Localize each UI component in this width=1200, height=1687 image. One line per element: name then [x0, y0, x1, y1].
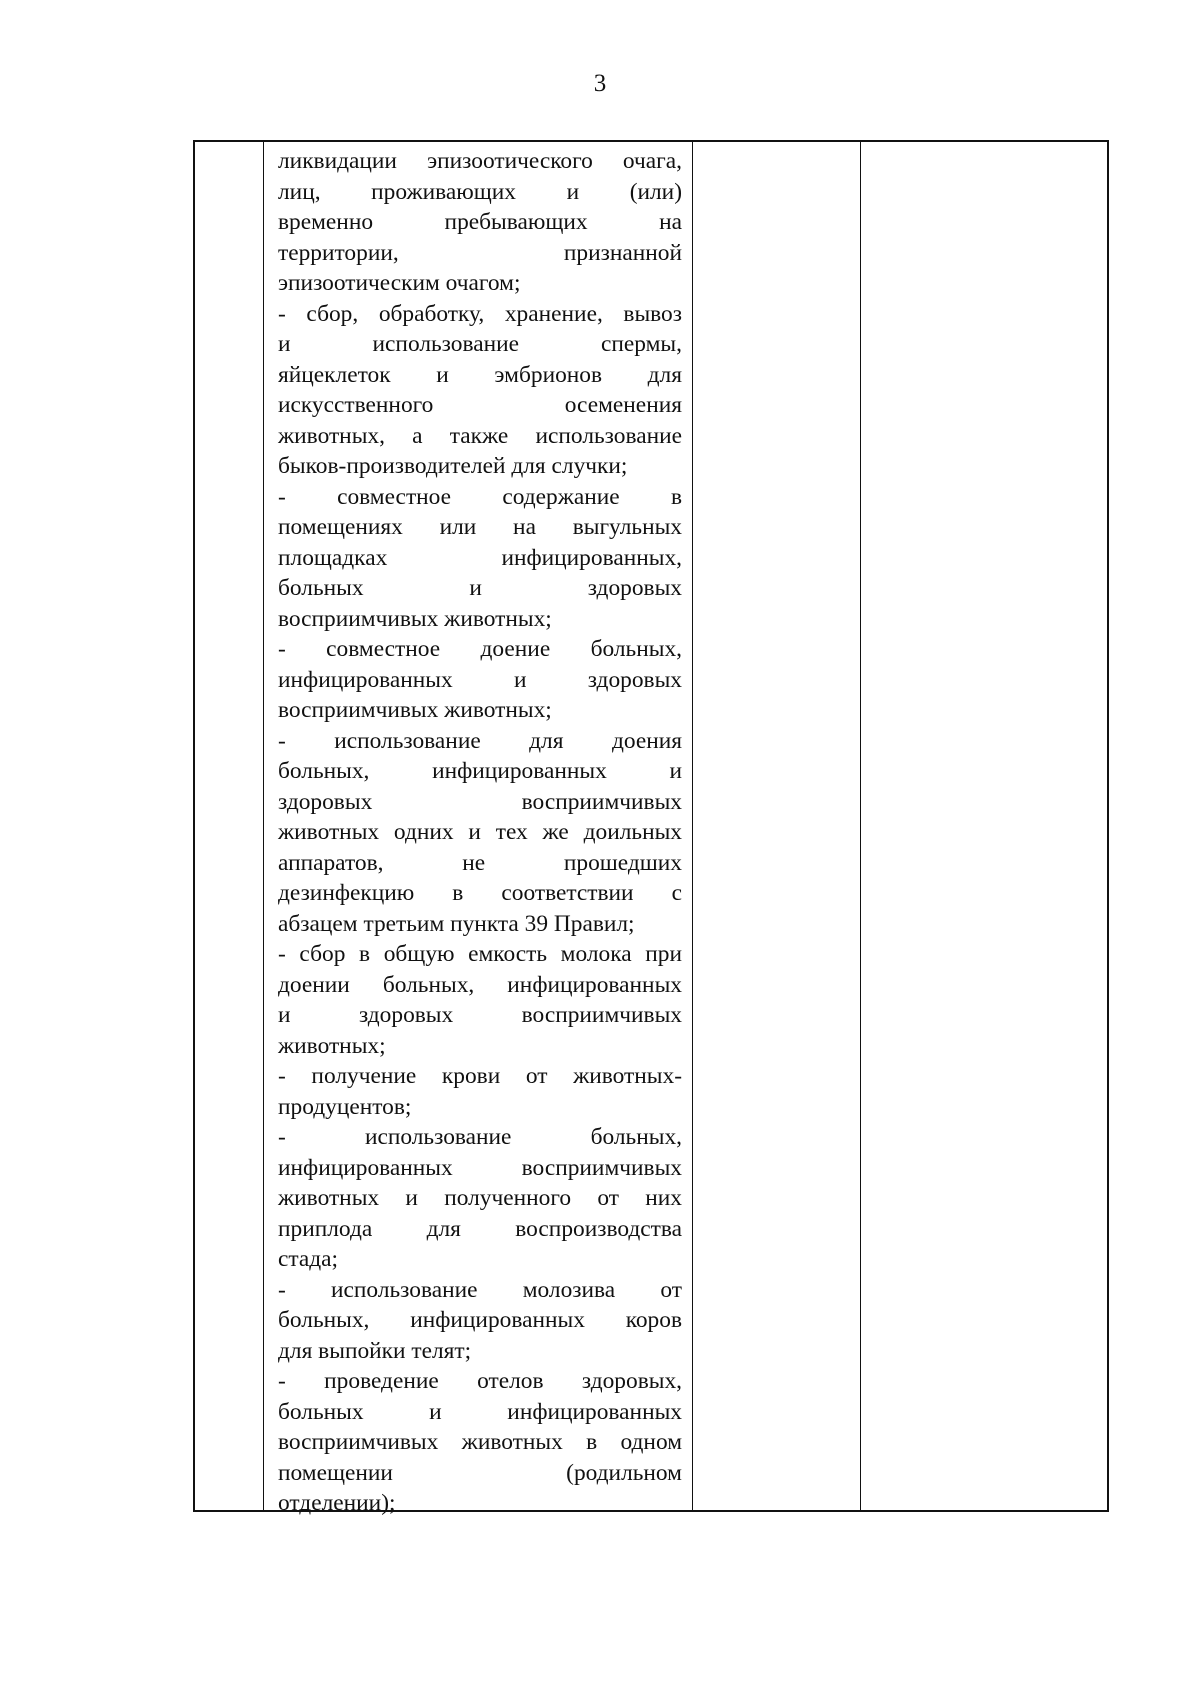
- text-line: искусственного осеменения: [278, 392, 682, 418]
- text-line: доении больных, инфицированных: [278, 971, 682, 998]
- table-cell-requirements-text: [278, 146, 682, 1519]
- text-line: животных и полученного от них: [278, 1185, 682, 1211]
- text-line: - сбор, обработку, хранение, вывоз: [278, 300, 682, 327]
- text-line: больных, инфицированных и: [278, 758, 682, 784]
- text-line: яйцеклеток и эмбрионов для: [278, 361, 682, 388]
- text-line: животных одних и тех же доильных: [278, 819, 682, 845]
- text-line: больных и здоровых: [278, 575, 682, 601]
- column-divider-2: [692, 142, 693, 1510]
- text-line: помещениях или на выгульных: [278, 514, 682, 540]
- text-line: эпизоотическим очагом;: [278, 270, 521, 296]
- text-line: абзацем третьим пункта 39 Правил;: [278, 910, 635, 937]
- page-number: 3: [593, 70, 607, 97]
- text-line: животных;: [278, 1032, 386, 1059]
- text-line: восприимчивых животных;: [278, 605, 552, 632]
- text-line: временно пребывающих на: [278, 209, 682, 235]
- text-line: - использование больных,: [278, 1124, 682, 1150]
- text-line: приплода для воспроизводства: [278, 1215, 682, 1242]
- text-line: и здоровых восприимчивых: [278, 1002, 682, 1028]
- text-line: животных, а также использование: [278, 422, 682, 449]
- text-line: ликвидации эпизоотического очага,: [278, 148, 682, 174]
- text-line: - совместное доение больных,: [278, 636, 682, 662]
- text-line: - получение крови от животных-: [278, 1063, 682, 1089]
- text-line: - использование молозива от: [278, 1276, 682, 1303]
- text-line: - совместное содержание в: [278, 483, 682, 510]
- text-line: аппаратов, не прошедших: [278, 849, 682, 876]
- column-divider-3: [860, 142, 861, 1510]
- text-line: продуцентов;: [278, 1093, 412, 1120]
- text-line: дезинфекцию в соответствии с: [278, 880, 682, 906]
- column-divider-1: [263, 142, 264, 1510]
- document-table: [193, 140, 1109, 1516]
- text-line: стада;: [278, 1246, 339, 1272]
- text-line: восприимчивых животных в одном: [278, 1429, 682, 1455]
- text-line: инфицированных восприимчивых: [278, 1154, 682, 1181]
- text-line: и использование спермы,: [278, 331, 682, 357]
- text-line: для выпойки телят;: [278, 1337, 472, 1364]
- text-line: помещении (родильном: [278, 1459, 682, 1486]
- text-line: здоровых восприимчивых: [278, 788, 682, 815]
- text-line: быков-производителей для случки;: [278, 453, 628, 479]
- text-line: - использование для доения: [278, 727, 682, 754]
- text-line: территории, признанной: [278, 239, 682, 266]
- text-line: больных и инфицированных: [278, 1398, 682, 1425]
- text-line: больных, инфицированных коров: [278, 1307, 682, 1333]
- text-line: - проведение отелов здоровых,: [278, 1368, 682, 1394]
- text-line: лиц, проживающих и (или): [278, 178, 682, 205]
- text-line: - сбор в общую емкость молока при: [278, 941, 682, 967]
- text-line: отделении);: [278, 1490, 396, 1516]
- text-line: инфицированных и здоровых: [278, 666, 682, 693]
- text-line: площадках инфицированных,: [278, 544, 682, 571]
- text-line: восприимчивых животных;: [278, 697, 552, 723]
